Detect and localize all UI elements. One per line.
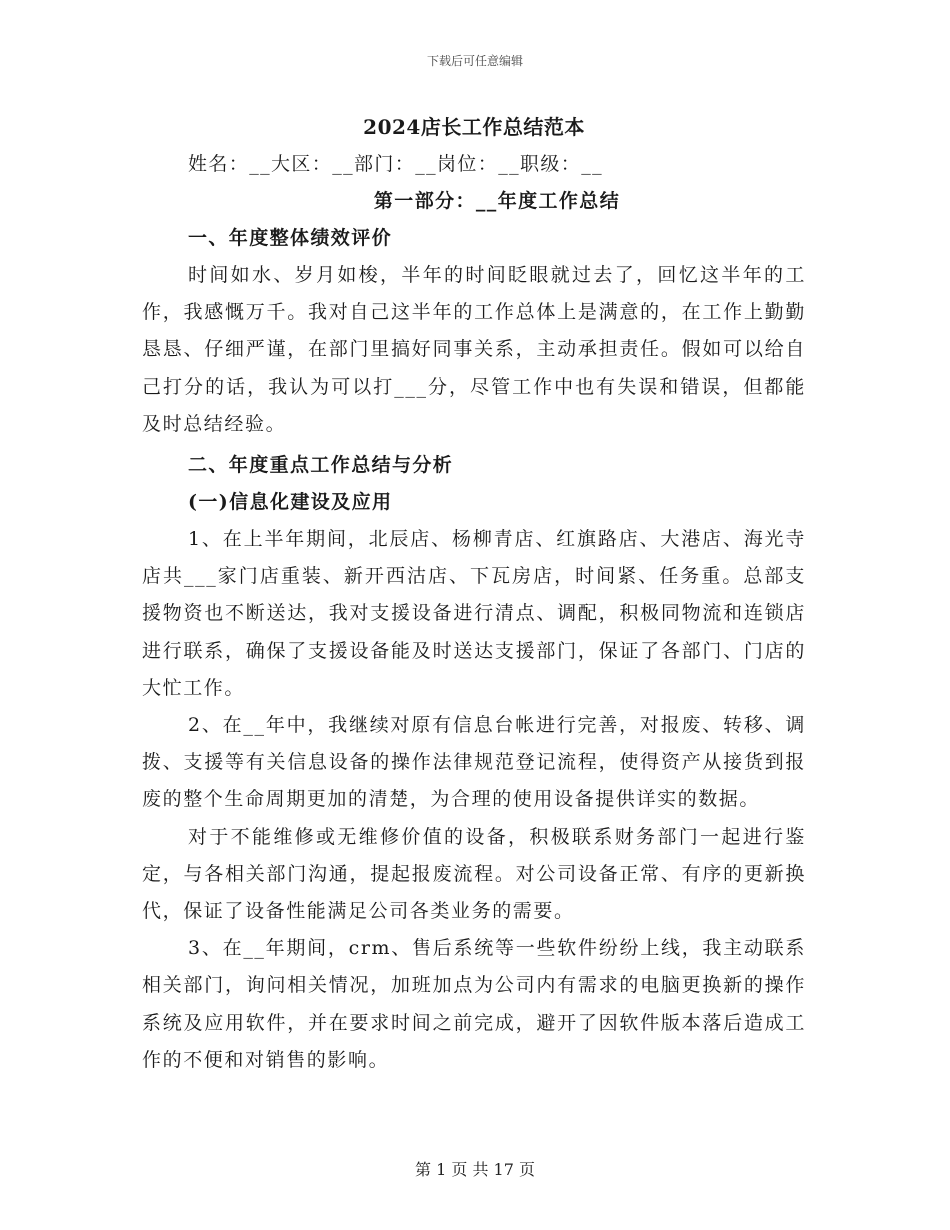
document-body xyxy=(142,112,806,1079)
document-title: 2024店长工作总结范本 xyxy=(363,115,585,139)
body-paragraph: 1、在上半年期间，北辰店、杨柳青店、红旗路店、大港店、海光寺店共___家门店重装、新开西沽店、下瓦房店，时间紧、任务重。总部支援物资也不断送达，我对支援设备进行清点、调配，积极同物流和连锁店进行联系，确保了支援设备能及时送达支援部门，保证了各部门、门店的大忙工作。 xyxy=(142,528,806,699)
body-paragraph: 2、在__年中，我继续对原有信息台帐进行完善，对报废、转移、调拨、支援等有关信息设备的操作法律规范登记流程，使得资产从接货到报废的整个生命周期更加的清楚，为合理的使用设备提供详实的数据。 xyxy=(142,714,806,811)
section1-paragraph: 时间如水、岁月如梭，半年的时间眨眼就过去了，回忆这半年的工作，我感慨万千。我对自己这半年的工作总体上是满意的，在工作上勤勤恳恳、仔细严谨，在部门里搞好同事关系，主动承担责任。假如可以给自己打分的话，我认为可以打___分，尽管工作中也有失误和错误，但都能及时总结经验。 xyxy=(142,264,806,435)
subsection1-heading: (一)信息化建设及应用 xyxy=(188,491,393,514)
body-paragraph: 3、在__年期间，crm、售后系统等一些软件纷纷上线，我主动联系相关部门，询问相关情况，加班加点为公司内有需求的电脑更换新的操作系统及应用软件，并在要求时间之前完成，避开了因软件版本落后造成工作的不便和对销售的影响。 xyxy=(142,937,806,1071)
meta-line: 姓名：__大区：__部门：__岗位：__职级：__ xyxy=(188,153,604,175)
part-heading: 第一部分：__年度工作总结 xyxy=(373,190,621,212)
page-footer: 第 1 页 共 17 页 xyxy=(415,1160,535,1179)
page-header: 下载后可任意编辑 xyxy=(426,54,523,68)
body-paragraph: 对于不能维修或无维修价值的设备，积极联系财务部门一起进行鉴定，与各相关部门沟通，提起报废流程。对公司设备正常、有序的更新换代，保证了设备性能满足公司各类业务的需要。 xyxy=(142,825,806,923)
section1-heading: 一、年度整体绩效评价 xyxy=(188,227,393,249)
section2-heading: 二、年度重点工作总结与分析 xyxy=(188,454,454,477)
